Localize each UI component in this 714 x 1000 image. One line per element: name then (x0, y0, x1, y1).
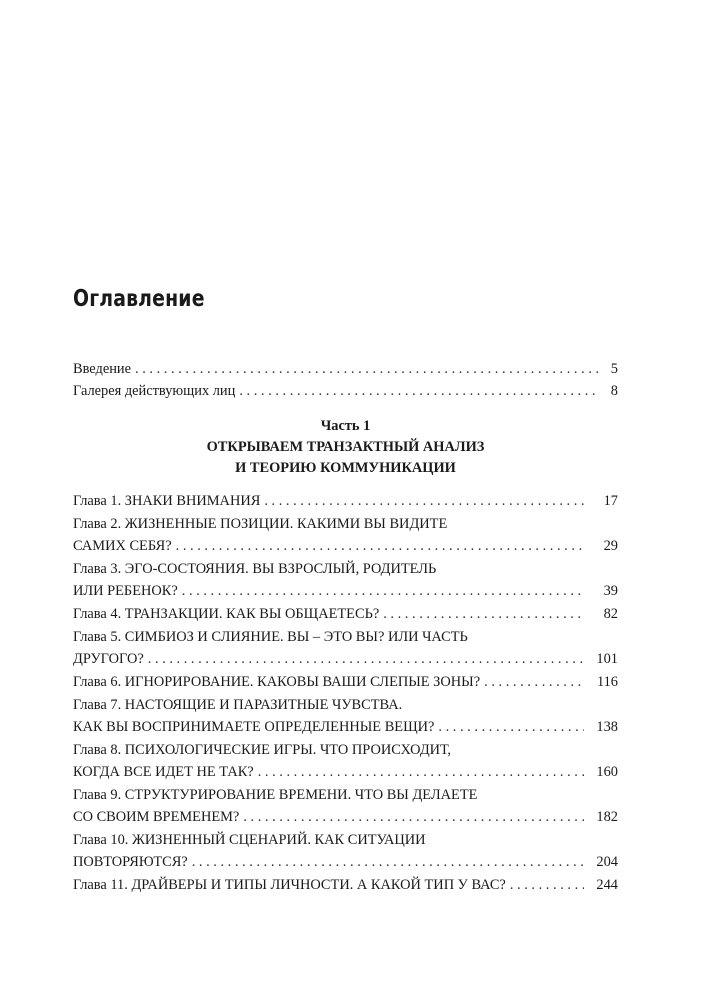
dot-leader (438, 716, 584, 738)
part-title-line: И ТЕОРИЮ КОММУНИКАЦИИ (235, 460, 456, 476)
dot-leader (148, 648, 584, 670)
toc-entry-title: Глава 9. СТРУКТУРИРОВАНИЕ ВРЕМЕНИ. ЧТО ВЫ ДЕЛАЕТЕ (73, 787, 478, 803)
toc-entry-page: 244 (596, 877, 618, 893)
table-of-contents (73, 358, 618, 896)
toc-entry-title: Галерея действующих лиц (73, 383, 236, 399)
toc-entry-title: Глава 2. ЖИЗНЕННЫЕ ПОЗИЦИИ. КАКИМИ ВЫ ВИДИТЕ (73, 516, 448, 532)
toc-entry-title-cont: КОГДА ВСЕ ИДЕТ НЕ ТАК? (73, 764, 254, 780)
toc-entry-title-cont: КАК ВЫ ВОСПРИНИМАЕТЕ ОПРЕДЕЛЕННЫЕ ВЕЩИ? (73, 719, 435, 735)
toc-entry-title-cont: ДРУГОГО? (73, 651, 144, 667)
dot-leader (182, 580, 584, 602)
toc-entry-title-cont: СО СВОИМ ВРЕМЕНЕМ? (73, 809, 240, 825)
toc-entry-page: 8 (610, 383, 618, 399)
toc-entry[interactable] (73, 829, 618, 873)
toc-entry[interactable] (73, 874, 618, 896)
toc-entry[interactable] (73, 671, 618, 693)
dot-leader (243, 806, 584, 828)
toc-entry[interactable] (73, 626, 618, 670)
toc-entry-title: Глава 1. ЗНАКИ ВНИМАНИЯ (73, 493, 261, 509)
toc-entry-title: Глава 4. ТРАНЗАКЦИИ. КАК ВЫ ОБЩАЕТЕСЬ? (73, 606, 380, 622)
toc-entry-page: 17 (603, 493, 618, 509)
toc-entry-page: 29 (603, 538, 618, 554)
toc-entry-title: Введение (73, 361, 132, 377)
toc-entry-title: Глава 3. ЭГО-СОСТОЯНИЯ. ВЫ ВЗРОСЛЫЙ, РОДИТЕЛЬ (73, 561, 437, 577)
toc-entry-page: 160 (596, 764, 618, 780)
part-title-line: ОТКРЫВАЕМ ТРАНЗАКТНЫЙ АНАЛИЗ (206, 439, 485, 455)
toc-entry[interactable] (73, 694, 618, 738)
toc-entry[interactable] (73, 358, 618, 380)
toc-entry[interactable] (73, 739, 618, 783)
dot-leader (383, 603, 584, 625)
toc-entry[interactable] (73, 558, 618, 602)
toc-entry-page: 182 (596, 809, 618, 825)
dot-leader (135, 358, 600, 380)
toc-entry[interactable] (73, 784, 618, 828)
toc-entry-title: Глава 7. НАСТОЯЩИЕ И ПАРАЗИТНЫЕ ЧУВСТВА. (73, 697, 403, 713)
toc-entry-title-cont: САМИХ СЕБЯ? (73, 538, 172, 554)
dot-leader (484, 671, 584, 693)
toc-entry-title-cont: ИЛИ РЕБЕНОК? (73, 583, 178, 599)
toc-entry[interactable] (73, 513, 618, 557)
toc-entry-page: 5 (610, 361, 618, 377)
toc-entry-title: Глава 6. ИГНОРИРОВАНИЕ. КАКОВЫ ВАШИ СЛЕПЫЕ ЗОНЫ? (73, 674, 481, 690)
dot-leader (176, 535, 584, 557)
dot-leader (258, 761, 584, 783)
toc-entry-title: Глава 5. СИМБИОЗ И СЛИЯНИЕ. ВЫ – ЭТО ВЫ? ИЛИ ЧАСТЬ (73, 629, 468, 645)
part-label: Часть 1 (320, 418, 371, 434)
toc-entry[interactable] (73, 490, 618, 512)
toc-entry-title-cont: ПОВТОРЯЮТСЯ? (73, 854, 188, 870)
dot-leader (239, 380, 600, 402)
toc-entry-page: 138 (596, 719, 618, 735)
toc-entry-title: Глава 11. ДРАЙВЕРЫ И ТИПЫ ЛИЧНОСТИ. А КАКОЙ ТИП У ВАС? (73, 877, 506, 893)
toc-entry-page: 39 (603, 583, 618, 599)
toc-entry-page: 101 (596, 651, 618, 667)
toc-entry[interactable] (73, 603, 618, 625)
toc-entry-page: 116 (596, 674, 618, 690)
toc-entry-title: Глава 10. ЖИЗНЕННЫЙ СЦЕНАРИЙ. КАК СИТУАЦИИ (73, 832, 426, 848)
dot-leader (510, 874, 584, 896)
toc-entry[interactable] (73, 380, 618, 402)
part-heading (73, 416, 618, 479)
page-title: Оглавление (73, 286, 205, 312)
toc-entry-page: 82 (603, 606, 618, 622)
toc-entry-page: 204 (596, 854, 618, 870)
dot-leader (264, 490, 584, 512)
toc-entry-title: Глава 8. ПСИХОЛОГИЧЕСКИЕ ИГРЫ. ЧТО ПРОИСХОДИТ, (73, 742, 451, 758)
dot-leader (192, 851, 584, 873)
